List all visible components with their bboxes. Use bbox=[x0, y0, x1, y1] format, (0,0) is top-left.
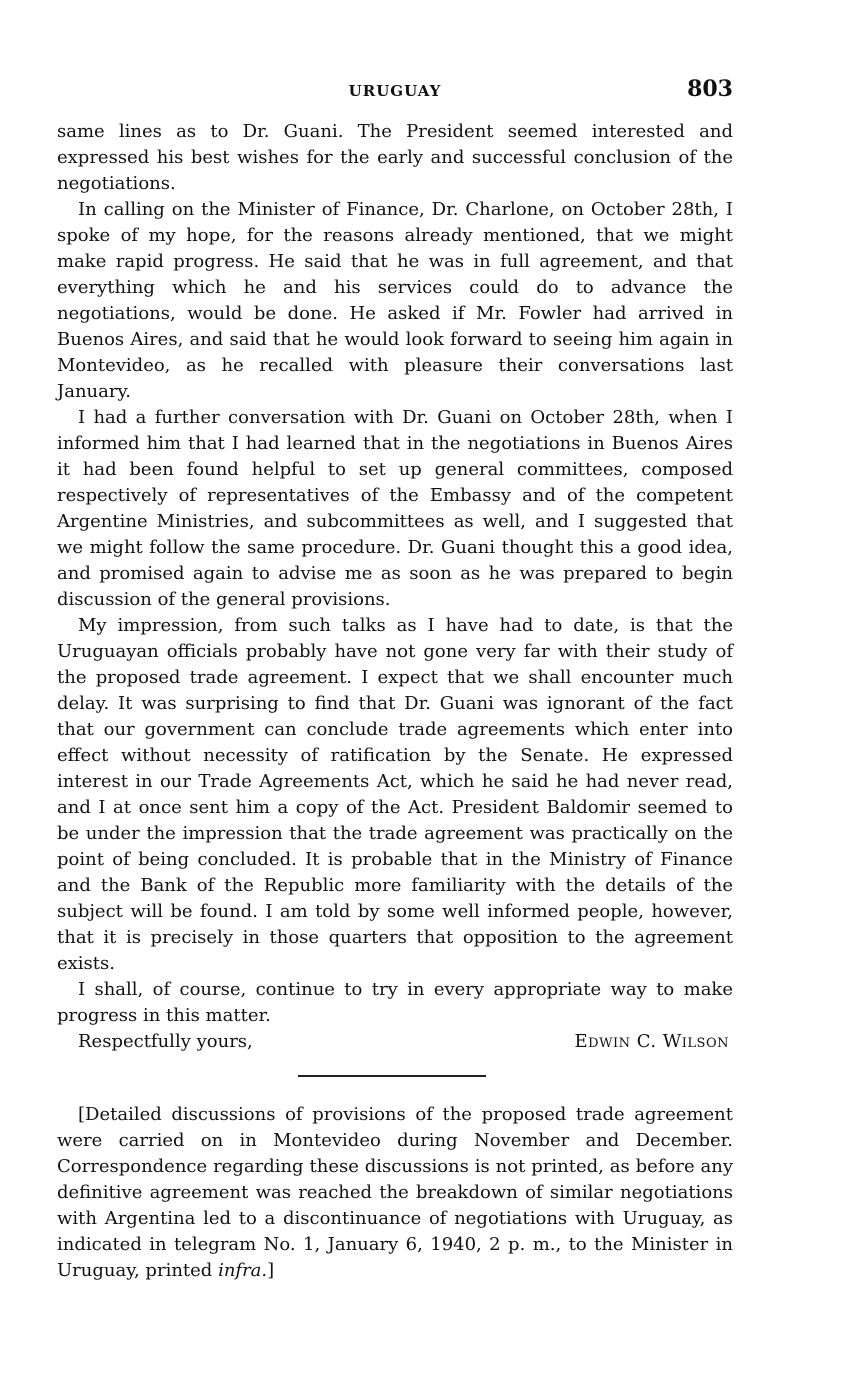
paragraph-continued: same lines as to Dr. Guani. The President seemed interested and expressed his best wishes for the early and successful conclusion of the negotiations. bbox=[57, 121, 733, 194]
letter-closing bbox=[57, 1029, 733, 1055]
document-page bbox=[57, 0, 733, 1379]
paragraph: I had a further conversation with Dr. Guani on October 28th, when I informed him that I had learned that in the negotiations in Buenos Aires it had been found helpful to set up general committees, composed respectively of representatives of the Embassy and of the competent Argentine Ministries, and subcommittees as well, and I suggested that we might follow the same procedure. Dr. Guani thought this a good idea, and promised again to advise me as soon as he was prepared to begin discussion of the general provisions. bbox=[57, 407, 733, 610]
running-head bbox=[57, 76, 733, 106]
paragraph: In calling on the Minister of Finance, Dr. Charlone, on October 28th, I spoke of my hope, for the reasons already mentioned, that we might make rapid progress. He said that he was in full agreement, and that everything which he and his services could do to advance the negotiations, would be done. He asked if Mr. Fowler had arrived in Buenos Aires, and said that he would look forward to seeing him again in Montevideo, as he recalled with pleasure their conversations last January. bbox=[57, 199, 733, 402]
paragraph: I shall, of course, continue to try in every appropriate way to make progress in this matter. bbox=[57, 979, 733, 1026]
editorial-note bbox=[57, 1102, 733, 1284]
editorial-note-bracket: ] bbox=[267, 1260, 275, 1281]
page-number: 803 bbox=[687, 76, 733, 102]
running-title: URUGUAY bbox=[348, 82, 442, 100]
signature: Edwin C. Wilson bbox=[574, 1031, 729, 1052]
letter-body bbox=[57, 119, 733, 1055]
closing-salutation: Respectfully yours, bbox=[78, 1031, 253, 1052]
paragraph: My impression, from such talks as I have had to date, is that the Uruguayan officials probably have not gone very far with their study of the proposed trade agreement. I expect that we shall encounter much delay. It was surprising to find that Dr. Guani was ignorant of the fact that our government can conclude trade agreements which enter into effect without necessity of ratification by the Senate. He expressed interest in our Trade Agreements Act, which he said he had never read, and I at once sent him a copy of the Act. President Baldomir seemed to be under the impression that the trade agreement was practically on the point of being concluded. It is probable that in the Ministry of Finance and the Bank of the Republic more familiarity with the details of the subject will be found. I am told by some well informed people, however, that it is precisely in those quarters that opposition to the agreement exists. bbox=[57, 615, 733, 974]
editorial-note-italic: infra. bbox=[218, 1260, 268, 1281]
editorial-note-text: [Detailed discussions of provisions of the proposed trade agreement were carried on in Montevideo during November and December. Correspondence regarding these discussions is not printed, as before any definitive agreement was reached the breakdown of similar negotiations with Argentina led to a discontinuance of negotiations with Uruguay, as indicated in telegram No. 1, January 6, 1940, 2 p. m., to the Minister in Uruguay, printed bbox=[57, 1104, 733, 1281]
section-divider bbox=[298, 1075, 486, 1077]
